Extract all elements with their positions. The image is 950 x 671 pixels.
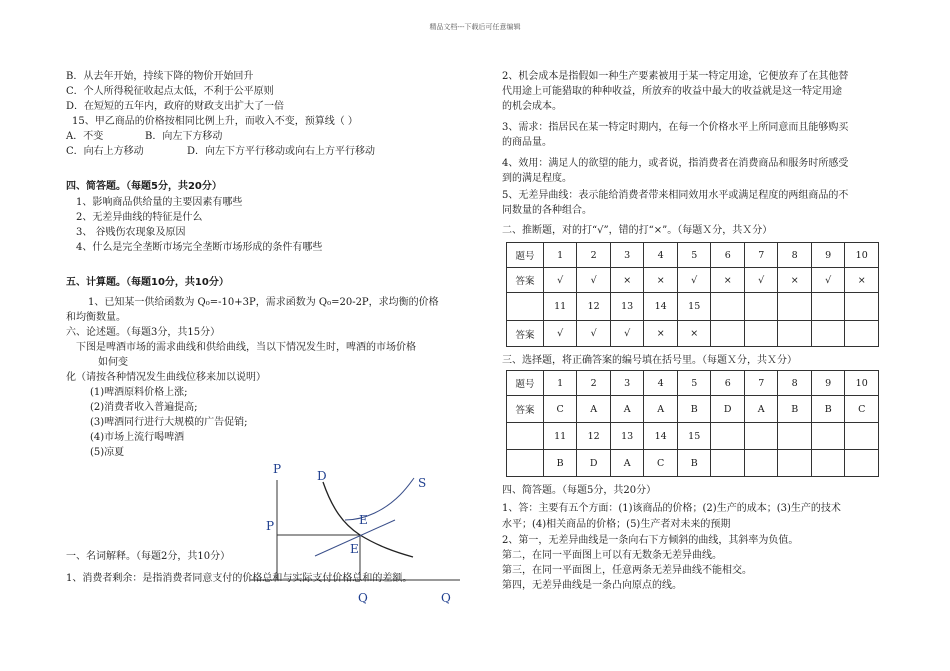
table-cell xyxy=(744,321,777,347)
table-cell: √ xyxy=(811,268,844,293)
table-cell: 5 xyxy=(677,371,711,396)
table-cell: 题号 xyxy=(507,243,544,268)
essay-item-3: (3)啤酒同行进行大规模的广告促销; xyxy=(90,417,248,428)
table-cell: 答案 xyxy=(507,396,544,423)
choice-table-row xyxy=(507,396,879,423)
essay-line2: 如何变 xyxy=(98,357,128,368)
table-cell xyxy=(711,321,745,347)
judge-section-title: 二、推断题，对的打“√”，错的打“×”。（每题Ｘ分，共Ｘ分） xyxy=(502,225,773,236)
q15-option-c: C．向右上方移动 xyxy=(66,146,144,157)
def2-line1: 2、机会成本是指假如一种生产要素被用于某一特定用途，它便放弃了在其他替 xyxy=(502,71,849,82)
answers-section4-line6: 第四，无差异曲线是一条凸向原点的线。 xyxy=(502,580,682,591)
table-cell: 4 xyxy=(644,243,678,268)
table-cell xyxy=(811,293,844,321)
table-cell: 7 xyxy=(744,371,777,396)
table-cell: 3 xyxy=(610,371,644,396)
q15-stem: 15、甲乙商品的价格按相同比例上升，而收入不变，预算线（ ） xyxy=(72,116,358,127)
table-cell: √ xyxy=(543,321,577,347)
table-cell xyxy=(778,321,812,347)
table-cell: × xyxy=(644,321,678,347)
essay-item-1: (1)啤酒原料价格上涨; xyxy=(90,387,188,398)
page-header: 精品文档---下载后可任意编辑 xyxy=(429,23,521,31)
def2-line2: 代用途上可能猎取的种种收益，所放弃的收益中最大的收益就是这一特定用途 xyxy=(502,86,842,97)
q14-option-d: D．在短短的五年内，政府的财政支出扩大了一倍 xyxy=(66,101,285,112)
table-cell: 12 xyxy=(577,423,611,450)
table-cell: C xyxy=(644,450,678,477)
table-cell: × xyxy=(845,268,879,293)
table-cell: 题号 xyxy=(507,371,544,396)
s-curve-label: S xyxy=(418,476,427,490)
table-cell: A xyxy=(744,396,777,423)
def4-line1: 4、效用：满足人的欲望的能力，或者说，指消费者在消费商品和服务时所感受 xyxy=(502,158,849,169)
q-label-2: Q xyxy=(441,591,451,605)
judge-table-row xyxy=(507,321,879,347)
table-cell xyxy=(778,293,812,321)
table-cell xyxy=(744,450,777,477)
table-cell: B xyxy=(677,450,711,477)
table-cell: 2 xyxy=(577,243,611,268)
section5-title: 五、计算题。（每题10分，共10分） xyxy=(66,277,229,288)
table-cell: √ xyxy=(744,268,777,293)
table-cell: 11 xyxy=(543,423,577,450)
essay-line1: 下图是啤酒市场的需求曲线和供给曲线，当以下情况发生时，啤酒的市场价格 xyxy=(76,342,416,353)
table-cell: A xyxy=(644,396,678,423)
table-cell: × xyxy=(644,268,678,293)
choice-table-row xyxy=(507,450,879,477)
answers-section4-line4: 第二，在同一平面图上可以有无数条无差异曲线。 xyxy=(502,550,722,561)
table-cell: × xyxy=(677,321,711,347)
def3-line1: 3、需求：指居民在某一特定时期内，在每一个价格水平上所同意而且能够购买 xyxy=(502,122,849,133)
table-cell xyxy=(811,450,844,477)
table-cell xyxy=(507,450,544,477)
table-cell: 答案 xyxy=(507,268,544,293)
table-cell: √ xyxy=(543,268,577,293)
equilibrium-label-e2: E xyxy=(350,542,359,556)
table-cell: 2 xyxy=(577,371,611,396)
table-cell xyxy=(845,293,879,321)
table-cell: 3 xyxy=(610,243,644,268)
def4-line2: 到的满足程度。 xyxy=(502,173,572,184)
table-cell: 1 xyxy=(543,371,577,396)
table-cell: B xyxy=(778,396,811,423)
table-cell: √ xyxy=(677,268,711,293)
table-cell: 6 xyxy=(711,243,745,268)
essay-line3: 化（请按各种情况发生曲线位移来加以说明） xyxy=(66,372,266,383)
table-cell: B xyxy=(677,396,711,423)
table-cell: 1 xyxy=(543,243,577,268)
equilibrium-label-e1: E xyxy=(359,513,368,527)
table-cell: B xyxy=(543,450,577,477)
judge-table-row xyxy=(507,268,879,293)
q15-option-d: D．向左下方平行移动或向右上方平行移动 xyxy=(187,146,376,157)
table-cell xyxy=(507,423,544,450)
p-axis-label: P xyxy=(273,462,282,476)
q15-option-a: A．不变 xyxy=(66,131,104,142)
table-cell: × xyxy=(778,268,812,293)
section4-item-3: 3、 谷贱伤农现象及原因 xyxy=(76,227,186,238)
essay-item-4: (4)市场上流行喝啤酒 xyxy=(90,432,185,443)
answer-definition-1: 1、消费者剩余：是指消费者同意支付的价格总和与实际支付价格总和的差额。 xyxy=(66,573,413,584)
judge-answer-table xyxy=(506,242,879,347)
essay-item-2: (2)消费者收入普遍提高; xyxy=(90,402,198,413)
table-cell xyxy=(845,450,879,477)
table-cell: × xyxy=(610,268,644,293)
table-cell xyxy=(744,423,777,450)
section4-title: 四、简答题。（每题5分，共20分） xyxy=(66,181,222,192)
q14-option-b: B．从去年开始，持续下降的物价开始回升 xyxy=(66,71,254,82)
table-cell xyxy=(711,293,745,321)
q-label-1: Q xyxy=(358,591,368,605)
table-cell xyxy=(507,293,544,321)
def5-line2: 同数量的各种组合。 xyxy=(502,205,592,216)
table-cell xyxy=(778,423,811,450)
table-cell: 6 xyxy=(711,371,745,396)
answers-section1-title: 一、名词解释。（每题2分，共10分） xyxy=(66,551,231,562)
table-cell: 13 xyxy=(610,293,644,321)
section6-title: 六、论述题。（每题3分，共15分） xyxy=(66,327,221,338)
table-cell xyxy=(711,423,745,450)
def3-line2: 的商品量。 xyxy=(502,137,552,148)
def2-line3: 的机会成本。 xyxy=(502,101,562,112)
table-cell: B xyxy=(811,396,844,423)
table-cell: 13 xyxy=(610,423,644,450)
table-cell: 7 xyxy=(744,243,777,268)
table-cell xyxy=(845,321,879,347)
section4-item-4: 4、什么是完全垄断市场完全垄断市场形成的条件有哪些 xyxy=(76,242,323,253)
table-cell: 9 xyxy=(811,243,844,268)
table-cell: 5 xyxy=(677,243,711,268)
table-cell: 10 xyxy=(845,371,879,396)
choice-answer-table xyxy=(506,370,879,477)
section4-item-1: 1、影响商品供给量的主要因素有哪些 xyxy=(76,197,243,208)
table-cell xyxy=(811,423,844,450)
table-cell: √ xyxy=(577,321,611,347)
q15-option-b: B．向左下方移动 xyxy=(145,131,223,142)
essay-item-5: (5)凉夏 xyxy=(90,447,125,458)
judge-table-row xyxy=(507,243,879,268)
table-cell xyxy=(778,450,811,477)
table-cell xyxy=(811,321,844,347)
def5-line1: 5、无差异曲线：表示能给消费者带来相同效用水平或满足程度的两组商品的不 xyxy=(502,190,849,201)
table-cell: A xyxy=(610,450,644,477)
table-cell xyxy=(845,423,879,450)
section4-item-2: 2、无差异曲线的特征是什么 xyxy=(76,212,203,223)
table-cell: 15 xyxy=(677,293,711,321)
table-cell: √ xyxy=(610,321,644,347)
answers-section4-line1: 1、答：主要有五个方面：(1)该商品的价格；(2)生产的成本；(3)生产的技术 xyxy=(502,503,841,514)
table-cell: 8 xyxy=(778,371,811,396)
table-cell: 9 xyxy=(811,371,844,396)
choice-table-row xyxy=(507,371,879,396)
calc-question-line2: 和均衡数量。 xyxy=(66,312,126,323)
table-cell: 14 xyxy=(644,293,678,321)
table-cell: A xyxy=(577,396,611,423)
table-cell: × xyxy=(711,268,745,293)
d-curve-label: D xyxy=(317,469,327,483)
judge-table-row xyxy=(507,293,879,321)
table-cell: 10 xyxy=(845,243,879,268)
demand-curve xyxy=(323,482,413,557)
table-cell: 12 xyxy=(577,293,611,321)
table-cell: C xyxy=(543,396,577,423)
table-cell: √ xyxy=(577,268,611,293)
choice-table-row xyxy=(507,423,879,450)
table-cell xyxy=(711,450,745,477)
p-price-label: P xyxy=(266,519,275,533)
answers-section4-line5: 第三，在同一平面图上，任意两条无差异曲线不能相交。 xyxy=(502,565,752,576)
q14-option-c: C．个人所得税征收起点太低，不利于公平原则 xyxy=(66,86,274,97)
table-cell: A xyxy=(610,396,644,423)
table-cell: 8 xyxy=(778,243,812,268)
table-cell: D xyxy=(577,450,611,477)
table-cell: C xyxy=(845,396,879,423)
table-cell: 15 xyxy=(677,423,711,450)
answers-section4-line3: 2、第一，无差异曲线是一条向右下方倾斜的曲线，其斜率为负值。 xyxy=(502,535,799,546)
calc-question-line1: 1、已知某一供给函数为 Q₀=-10+3P，需求函数为 Q₀=20-2P，求均衡的价格 xyxy=(88,297,439,308)
table-cell: 14 xyxy=(644,423,678,450)
choice-section-title: 三、选择题，将正确答案的编号填在括号里。（每题Ｘ分，共Ｘ分） xyxy=(502,355,797,366)
table-cell: D xyxy=(711,396,745,423)
table-cell xyxy=(744,293,777,321)
supply-curve-s xyxy=(345,478,414,520)
answers-section4-title: 四、简答题。（每题5分，共20分） xyxy=(502,485,657,496)
table-cell: 11 xyxy=(543,293,577,321)
table-cell: 答案 xyxy=(507,321,544,347)
answers-section4-line2: 水平；(4)相关商品的价格；(5)生产者对未来的预期 xyxy=(502,519,731,530)
table-cell: 4 xyxy=(644,371,678,396)
